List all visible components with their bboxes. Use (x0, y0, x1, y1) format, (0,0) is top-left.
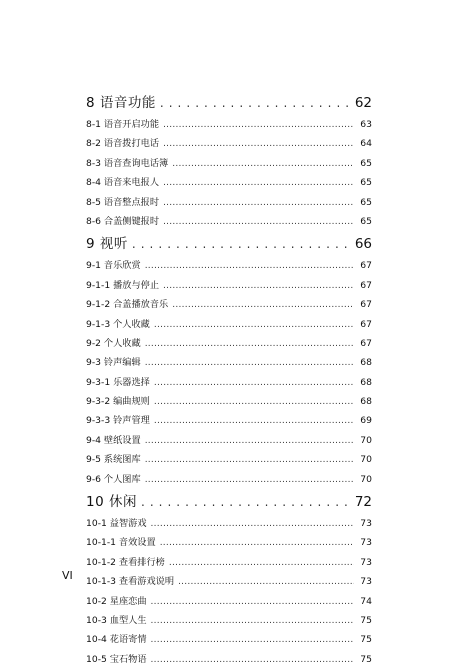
toc-entry-page-number: 70 (360, 454, 372, 466)
dot-leader (145, 261, 354, 271)
toc-section-entry[interactable] (86, 631, 372, 650)
dot-leader (141, 495, 351, 509)
toc-section-entry[interactable] (86, 194, 372, 213)
toc-entry-page-number: 68 (360, 376, 372, 388)
toc-chapter-entry[interactable] (86, 490, 372, 515)
toc-entry-page-number: 66 (354, 236, 372, 253)
toc-section-entry[interactable] (86, 335, 372, 354)
toc-entry-title: 9-1-2 合盖播放音乐 (86, 299, 169, 311)
toc-entry-title: 10-1 益智游戏 (86, 518, 147, 530)
dot-leader (145, 475, 354, 485)
toc-entry-page-number: 65 (360, 157, 372, 169)
toc-entry-title: 9-3-3 铃声管理 (86, 415, 150, 427)
toc-entry-page-number: 75 (360, 614, 372, 626)
dot-leader (151, 616, 354, 626)
toc-entry-page-number: 67 (360, 279, 372, 291)
dot-leader (145, 339, 354, 349)
dot-leader (163, 139, 354, 149)
toc-entry-title: 9-6 个人图库 (86, 473, 141, 485)
toc-section-entry[interactable] (86, 296, 372, 315)
toc-section-entry[interactable] (86, 374, 372, 393)
dot-leader (163, 281, 354, 291)
dot-leader (151, 655, 354, 665)
toc-entry-page-number: 67 (360, 260, 372, 272)
toc-section-entry[interactable] (86, 573, 372, 592)
dot-leader (151, 597, 354, 607)
toc-entry-page-number: 70 (360, 434, 372, 446)
toc-entry-page-number: 70 (360, 473, 372, 485)
toc-entry-title: 9-2 个人收藏 (86, 337, 141, 349)
toc-entry-title: 8-6 合盖侧键报时 (86, 215, 160, 227)
toc-entry-title: 8-5 语音整点报时 (86, 196, 160, 208)
toc-entry-page-number: 67 (360, 299, 372, 311)
dot-leader (163, 198, 354, 208)
toc-section-entry[interactable] (86, 412, 372, 431)
toc-section-entry[interactable] (86, 432, 372, 451)
toc-entry-page-number: 72 (354, 494, 372, 511)
toc-entry-page-number: 75 (360, 653, 372, 665)
toc-entry-page-number: 67 (360, 337, 372, 349)
dot-leader (145, 358, 354, 368)
toc-section-entry[interactable] (86, 515, 372, 534)
toc-section-entry[interactable] (86, 471, 372, 490)
toc-entry-page-number: 67 (360, 318, 372, 330)
dot-leader (160, 96, 351, 110)
toc-entry-title: 10-1-3 查看游戏说明 (86, 576, 175, 588)
dot-leader (178, 577, 354, 587)
toc-entry-title: 8-3 语音查询电话簿 (86, 157, 169, 169)
toc-entry-title: 10-1-1 音效设置 (86, 537, 156, 549)
dot-leader (172, 300, 354, 310)
toc-section-entry[interactable] (86, 257, 372, 276)
toc-entry-page-number: 68 (360, 357, 372, 369)
dot-leader (145, 455, 354, 465)
toc-entry-page-number: 64 (360, 138, 372, 150)
toc-entry-title: 9-3-1 乐器选择 (86, 376, 150, 388)
toc-entry-page-number: 65 (360, 177, 372, 189)
table-of-contents (86, 91, 372, 670)
dot-leader (154, 397, 354, 407)
toc-entry-title: 9-3 铃声编辑 (86, 357, 141, 369)
toc-entry-page-number: 73 (360, 576, 372, 588)
toc-section-entry[interactable] (86, 116, 372, 135)
toc-entry-page-number: 68 (360, 396, 372, 408)
dot-leader (151, 519, 354, 529)
toc-section-entry[interactable] (86, 554, 372, 573)
toc-section-entry[interactable] (86, 135, 372, 154)
toc-chapter-entry[interactable] (86, 232, 372, 257)
toc-entry-page-number: 69 (360, 415, 372, 427)
toc-entry-title: 8 语音功能 (86, 95, 156, 111)
toc-entry-title: 8-4 语音来电报人 (86, 177, 160, 189)
toc-section-entry[interactable] (86, 354, 372, 373)
toc-entry-title: 8-2 语音拨打电话 (86, 138, 160, 150)
toc-entry-page-number: 65 (360, 215, 372, 227)
toc-section-entry[interactable] (86, 174, 372, 193)
toc-entry-title: 10-5 宝石物语 (86, 653, 147, 665)
toc-section-entry[interactable] (86, 155, 372, 174)
dot-leader (160, 538, 354, 548)
toc-section-entry[interactable] (86, 651, 372, 670)
dot-leader (163, 217, 354, 227)
dot-leader (154, 378, 354, 388)
toc-entry-page-number: 75 (360, 634, 372, 646)
toc-entry-title: 9-1-3 个人收藏 (86, 318, 150, 330)
dot-leader (132, 237, 351, 251)
page-number: VI (62, 569, 73, 582)
toc-entry-title: 10 休闲 (86, 494, 137, 511)
toc-entry-title: 10-3 血型人生 (86, 614, 147, 626)
toc-section-entry[interactable] (86, 393, 372, 412)
toc-entry-page-number: 62 (354, 95, 372, 111)
toc-entry-page-number: 74 (360, 595, 372, 607)
dot-leader (172, 159, 354, 169)
toc-entry-title: 10-4 花语寄情 (86, 634, 147, 646)
toc-section-entry[interactable] (86, 316, 372, 335)
toc-section-entry[interactable] (86, 612, 372, 631)
toc-entry-page-number: 73 (360, 537, 372, 549)
dot-leader (154, 320, 354, 330)
dot-leader (151, 635, 354, 645)
toc-entry-title: 10-1-2 查看排行榜 (86, 556, 165, 568)
dot-leader (154, 416, 354, 426)
toc-section-entry[interactable] (86, 277, 372, 296)
dot-leader (169, 558, 354, 568)
dot-leader (163, 178, 354, 188)
toc-section-entry[interactable] (86, 593, 372, 612)
toc-section-entry[interactable] (86, 451, 372, 470)
toc-entry-title: 9 视听 (86, 236, 128, 253)
toc-chapter-entry[interactable] (86, 91, 372, 116)
toc-entry-title: 10-2 星座恋曲 (86, 595, 147, 607)
toc-entry-title: 9-3-2 编曲规则 (86, 396, 150, 408)
dot-leader (145, 436, 354, 446)
toc-entry-title: 8-1 语音开启功能 (86, 119, 160, 130)
toc-entry-page-number: 73 (360, 556, 372, 568)
toc-entry-page-number: 63 (360, 119, 372, 130)
toc-entry-title: 9-4 壁纸设置 (86, 434, 141, 446)
toc-entry-title: 9-1-1 播放与停止 (86, 279, 160, 291)
toc-entry-title: 9-5 系统图库 (86, 454, 141, 466)
dot-leader (163, 120, 354, 130)
toc-entry-page-number: 73 (360, 518, 372, 530)
toc-entry-page-number: 65 (360, 196, 372, 208)
toc-section-entry[interactable] (86, 213, 372, 232)
toc-entry-title: 9-1 音乐欣赏 (86, 260, 141, 272)
toc-section-entry[interactable] (86, 534, 372, 553)
